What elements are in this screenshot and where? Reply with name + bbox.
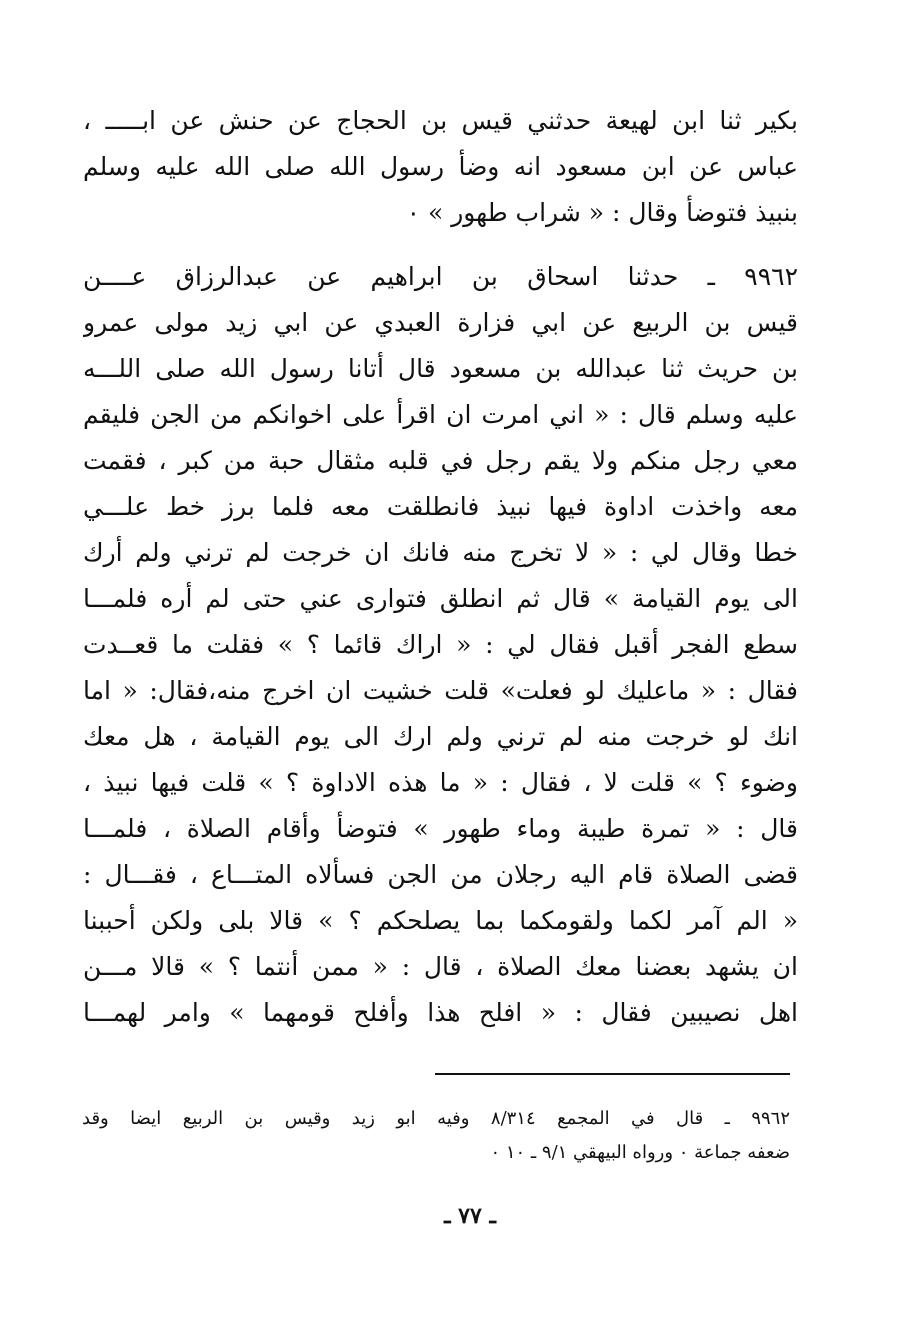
page-number: ـ ٧٧ ـ bbox=[444, 1203, 496, 1229]
text-line: بن حريث ثنا عبدالله بن مسعود قال أتانا رسول الله صلى اللـــه bbox=[83, 354, 798, 383]
text-line: قضى الصلاة قام اليه رجلان من الجن فسألاه المتـــاع ، فقـــال : bbox=[83, 860, 798, 889]
text-line: « الم آمر لكما ولقومكما بما يصلحكم ؟ » قالا بلى ولكن أحببنا bbox=[83, 906, 798, 935]
text-line: وضوء ؟ » قلت لا ، فقال : « ما هذه الاداوة ؟ » قلت فيها نبيذ ، bbox=[83, 768, 798, 797]
text-line: قال : « تمرة طيبة وماء طهور » فتوضأ وأقام الصلاة ، فلمـــا bbox=[83, 814, 798, 843]
text-line: ان يشهد بعضنا معك الصلاة ، قال : « ممن أنتما ؟ » قالا مـــن bbox=[83, 952, 798, 981]
footnote-line: ٩٩٦٢ ـ قال في المجمع ٨/٣١٤ وفيه ابو زيد وقيس بن الربيع ايضا وقد bbox=[82, 1108, 790, 1129]
text-line: خطا وقال لي : « لا تخرج منه فانك ان خرجت لم ترني ولم أرك bbox=[83, 538, 798, 567]
text-line: بكير ثنا ابن لهيعة حدثني قيس بن الحجاج عن حنش عن ابـــــ ، bbox=[83, 106, 798, 135]
text-line: بنبيذ فتوضأ وقال : « شراب طهور » ٠ bbox=[406, 198, 798, 227]
text-line: عباس عن ابن مسعود انه وضأ رسول الله صلى الله عليه وسلم bbox=[83, 152, 798, 181]
footnote-line: ضعفه جماعة ٠ ورواه البيهقي ٩/١ ـ ١٠ ٠ bbox=[490, 1142, 790, 1163]
text-line: قيس بن الربيع عن ابي فزارة العبدي عن ابي زيد مولى عمرو bbox=[83, 308, 798, 337]
text-line: معه واخذت اداوة فيها نبيذ فانطلقت معه فلما برز خط علـــي bbox=[83, 492, 798, 521]
footnote bbox=[82, 1102, 790, 1170]
text-line: ٩٩٦٢ ـ حدثنا اسحاق بن ابراهيم عن عبدالرزاق عــــن bbox=[83, 262, 798, 291]
hadith-paragraph bbox=[83, 254, 798, 1036]
footnote-divider bbox=[435, 1073, 790, 1075]
text-line: عليه وسلم قال : « اني امرت ان اقرأ على اخوانكم من الجن فليقم bbox=[83, 400, 798, 429]
text-line: اهل نصيبين فقال : « افلح هذا وأفلح قومهما » وامر لهمـــا bbox=[83, 998, 798, 1027]
paragraph-continuation bbox=[83, 98, 798, 236]
text-line: انك لو خرجت منه لم ترني ولم ارك الى يوم القيامة ، هل معك bbox=[83, 722, 798, 751]
text-line: فقال : « ماعليك لو فعلت» قلت خشيت ان اخرج منه،فقال: « اما bbox=[83, 676, 798, 705]
text-line: الى يوم القيامة » قال ثم انطلق فتوارى عني حتى لم أره فلمـــا bbox=[83, 584, 798, 613]
text-line: معي رجل منكم ولا يقم رجل في قلبه مثقال حبة من كبر ، فقمت bbox=[83, 446, 798, 475]
text-line: سطع الفجر أقبل فقال لي : « اراك قائما ؟ » فقلت ما قعــدت bbox=[83, 630, 798, 659]
